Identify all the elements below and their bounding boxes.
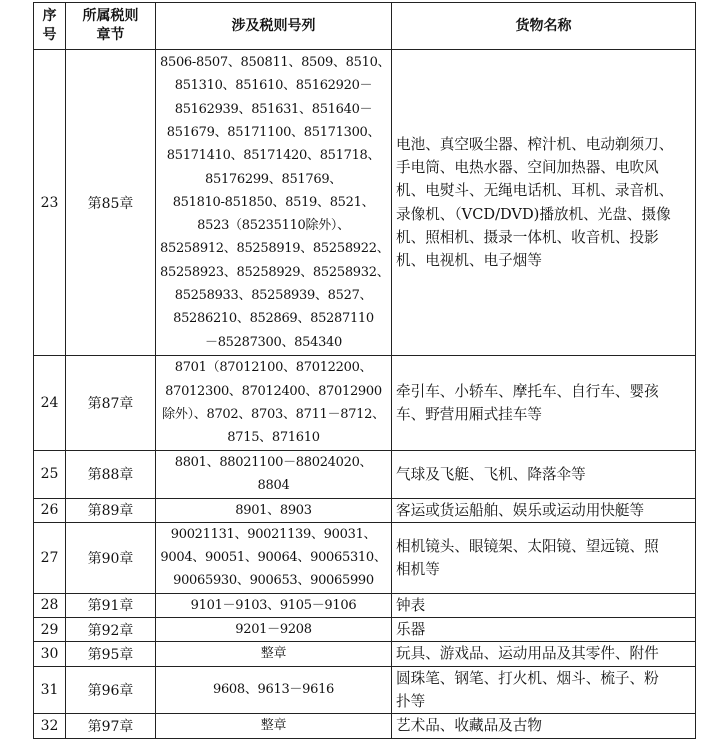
table-row bbox=[34, 522, 696, 593]
row-chapter: 第91章 bbox=[66, 593, 156, 617]
tariff-code-line: 851679、85171100、85171300、 bbox=[166, 124, 381, 140]
goods-name-line: 车、野营用厢式挂车等 bbox=[396, 406, 542, 423]
row-tariff-codes bbox=[156, 522, 392, 593]
tariff-code-line: 87012300、87012400、87012900 bbox=[165, 383, 382, 399]
goods-name-line: 艺术品、收藏品及古物 bbox=[396, 717, 542, 735]
table-row bbox=[34, 666, 696, 714]
row-tariff-codes bbox=[156, 498, 392, 522]
tariff-table bbox=[33, 2, 696, 739]
table-row bbox=[34, 356, 696, 451]
goods-name-line: 牵引车、小轿车、摩托车、自行车、婴孩 bbox=[396, 382, 659, 400]
goods-name-line: 录像机、（VCD/DVD)播放机、光盘、摄像 bbox=[396, 205, 671, 223]
header-chapter-line1: 所属税则 bbox=[82, 8, 139, 24]
header-no-line2: 号 bbox=[42, 27, 57, 43]
tariff-code-line: 85258933、85258939、8527、 bbox=[174, 288, 373, 304]
row-goods-name bbox=[392, 498, 696, 522]
row-goods-name bbox=[392, 356, 696, 451]
row-number: 29 bbox=[34, 618, 66, 642]
tariff-code-line: 90065930、900653、90065990 bbox=[173, 573, 374, 589]
tariff-code-line: 8801、88021100－88024020、 bbox=[174, 455, 373, 470]
tariff-code-line: 除外）、8702、8703、8711－8712、 bbox=[162, 407, 385, 422]
goods-name-line: 圆珠笔、钢笔、打火机、烟斗、梳子、粉 bbox=[396, 669, 659, 687]
header-goods: 货物名称 bbox=[392, 3, 696, 50]
row-goods-name bbox=[392, 451, 696, 499]
row-chapter: 第85章 bbox=[66, 50, 156, 356]
tariff-code-line: 8701（87012100、87012200、 bbox=[174, 360, 373, 376]
table-row bbox=[34, 498, 696, 522]
row-chapter: 第88章 bbox=[66, 451, 156, 499]
header-chapter-line2: 章节 bbox=[96, 27, 125, 43]
table-row bbox=[34, 451, 696, 499]
goods-name-line: 扑等 bbox=[396, 692, 426, 710]
goods-name-line: 机、照相机、摄录一体机、收音机、投影 bbox=[396, 228, 659, 246]
row-number: 30 bbox=[34, 642, 66, 666]
table-row bbox=[34, 618, 696, 642]
row-chapter: 第89章 bbox=[66, 498, 156, 522]
tariff-code-line: 85162939、851631、851640－ bbox=[174, 101, 373, 117]
row-chapter: 第96章 bbox=[66, 666, 156, 714]
tariff-code-line: 8715、871610 bbox=[227, 430, 320, 446]
row-goods-name bbox=[392, 666, 696, 714]
table-row bbox=[34, 50, 696, 356]
header-row bbox=[34, 3, 696, 50]
row-number: 26 bbox=[34, 498, 66, 522]
goods-name-line: 相机等 bbox=[396, 560, 440, 578]
tariff-code-line: 8523（85235110除外）、 bbox=[197, 218, 350, 234]
row-number: 25 bbox=[34, 451, 66, 499]
row-tariff-codes bbox=[156, 593, 392, 617]
tariff-code-line: 8506-8507、850811、8509、8510、 bbox=[160, 55, 391, 71]
row-number: 28 bbox=[34, 593, 66, 617]
table-row bbox=[34, 593, 696, 617]
goods-name-line: 机、电熨斗、无绳电话机、耳机、录音机、 bbox=[396, 182, 674, 200]
row-tariff-codes bbox=[156, 666, 392, 714]
tariff-code-line: 85176299、851769、 bbox=[205, 171, 342, 187]
row-chapter: 第97章 bbox=[66, 714, 156, 738]
header-chapter bbox=[66, 3, 156, 50]
row-chapter: 第90章 bbox=[66, 522, 156, 593]
tariff-code-line: 9004、90051、90064、90065310、 bbox=[160, 550, 387, 566]
tariff-code-line: 9101－9103、9105－9106 bbox=[190, 597, 357, 613]
row-goods-name bbox=[392, 618, 696, 642]
goods-name-line: 钟表 bbox=[396, 596, 426, 614]
goods-name-line: 气球及飞艇、飞机、降落伞等 bbox=[396, 465, 586, 483]
goods-name-line: 玩具、游戏品、运动用品及其零件、附件 bbox=[396, 645, 659, 663]
tariff-code-line: 8901、8903 bbox=[235, 502, 312, 518]
tariff-code-line: 851310、851610、85162920－ bbox=[174, 78, 373, 94]
tariff-code-line: 90021131、90021139、90031、 bbox=[170, 526, 377, 542]
row-goods-name bbox=[392, 50, 696, 356]
tariff-code-line: －85287300、854340 bbox=[205, 334, 342, 350]
row-number: 24 bbox=[34, 356, 66, 451]
goods-name-line: 电池、真空吸尘器、榨汁机、电动剃须刀、 bbox=[396, 135, 674, 153]
tariff-code-line: 85258912、85258919、85258922、 bbox=[160, 241, 390, 257]
tariff-code-line: 整章 bbox=[260, 718, 287, 734]
table-body bbox=[34, 50, 696, 739]
row-goods-name bbox=[392, 593, 696, 617]
tariff-code-line: 8804 bbox=[257, 478, 290, 494]
table-row bbox=[34, 642, 696, 666]
row-number: 31 bbox=[34, 666, 66, 714]
goods-name-line: 客运或货运船舶、娱乐或运动用快艇等 bbox=[396, 501, 645, 519]
tariff-code-line: 85286210、852869、85287110 bbox=[173, 311, 374, 327]
table-row bbox=[34, 714, 696, 738]
header-no bbox=[34, 3, 66, 50]
goods-name-line: 乐器 bbox=[396, 621, 426, 639]
header-codes: 涉及税则号列 bbox=[156, 3, 392, 50]
row-tariff-codes bbox=[156, 50, 392, 356]
tariff-code-line: 851810-851850、8519、8521、 bbox=[172, 194, 375, 210]
row-tariff-codes bbox=[156, 618, 392, 642]
tariff-code-line: 85171410、85171420、851718、 bbox=[166, 148, 381, 164]
tariff-code-line: 9608、9613－9616 bbox=[212, 682, 335, 698]
row-number: 23 bbox=[34, 50, 66, 356]
row-goods-name bbox=[392, 522, 696, 593]
row-tariff-codes bbox=[156, 451, 392, 499]
row-chapter: 第95章 bbox=[66, 642, 156, 666]
row-goods-name bbox=[392, 642, 696, 666]
row-goods-name bbox=[392, 714, 696, 738]
header-no-line1: 序 bbox=[42, 8, 57, 24]
tariff-code-line: 9201－9208 bbox=[235, 622, 312, 638]
goods-name-line: 机、电视机、电子烟等 bbox=[396, 252, 542, 270]
tariff-code-line: 整章 bbox=[260, 646, 287, 662]
row-tariff-codes bbox=[156, 356, 392, 451]
goods-name-line: 手电筒、电热水器、空间加热器、电吹风 bbox=[396, 158, 659, 176]
tariff-code-line: 85258923、85258929、85258932、 bbox=[160, 264, 390, 280]
row-tariff-codes bbox=[156, 642, 392, 666]
row-chapter: 第92章 bbox=[66, 618, 156, 642]
row-chapter: 第87章 bbox=[66, 356, 156, 451]
row-tariff-codes bbox=[156, 714, 392, 738]
goods-name-line: 相机镜头、眼镜架、太阳镜、望远镜、照 bbox=[396, 537, 659, 555]
row-number: 32 bbox=[34, 714, 66, 738]
row-number: 27 bbox=[34, 522, 66, 593]
